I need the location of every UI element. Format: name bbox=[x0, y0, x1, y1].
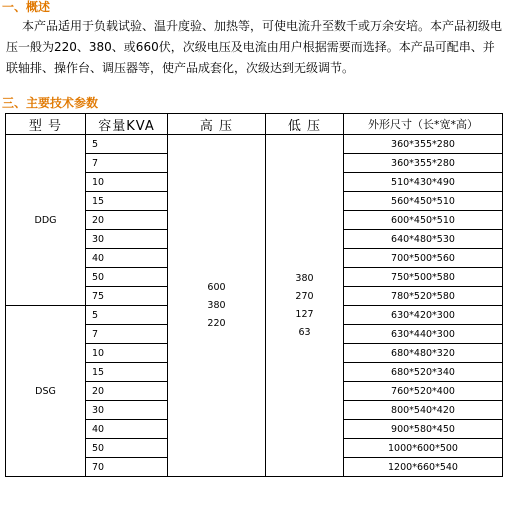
dimensions-cell: 1000*600*500 bbox=[344, 439, 503, 458]
capacity-cell: 15 bbox=[86, 192, 168, 211]
capacity-cell: 7 bbox=[86, 325, 168, 344]
capacity-cell: 20 bbox=[86, 382, 168, 401]
dimensions-cell: 600*450*510 bbox=[344, 211, 503, 230]
high-voltage-values bbox=[168, 279, 265, 333]
dimensions-cell: 780*520*580 bbox=[344, 287, 503, 306]
dimensions-cell: 630*440*300 bbox=[344, 325, 503, 344]
header-model: 型 号 bbox=[6, 114, 86, 135]
dimensions-cell: 900*580*450 bbox=[344, 420, 503, 439]
low-voltage-value: 127 bbox=[295, 308, 314, 320]
high-voltage-cell bbox=[168, 135, 266, 477]
high-voltage-value: 380 bbox=[207, 299, 226, 311]
capacity-cell: 20 bbox=[86, 211, 168, 230]
dimensions-cell: 750*500*580 bbox=[344, 268, 503, 287]
low-voltage-value: 380 bbox=[295, 272, 314, 284]
capacity-cell: 50 bbox=[86, 439, 168, 458]
dimensions-cell: 680*520*340 bbox=[344, 363, 503, 382]
capacity-cell: 30 bbox=[86, 401, 168, 420]
dimensions-cell: 680*480*320 bbox=[344, 344, 503, 363]
capacity-cell: 40 bbox=[86, 420, 168, 439]
capacity-cell: 50 bbox=[86, 268, 168, 287]
low-voltage-value: 63 bbox=[298, 326, 311, 338]
header-dimensions: 外形尺寸（长*宽*高） bbox=[344, 114, 503, 135]
section-overview-text: 本产品适用于负载试验、温升度验、加热等，可使电流升至数千或万余安培。本产品初级电压一般为220、380、或660伏，次级电压及电流由用户根据需要而选择。本产品可配串、并联轴排、操作台、调压器等，使产品成套化，次级达到无级调节。 bbox=[6, 19, 503, 75]
spec-table-header bbox=[6, 114, 503, 135]
dimensions-cell: 800*540*420 bbox=[344, 401, 503, 420]
dimensions-cell: 1200*660*540 bbox=[344, 458, 503, 477]
capacity-cell: 40 bbox=[86, 249, 168, 268]
dimensions-cell: 360*355*280 bbox=[344, 154, 503, 173]
header-low-voltage: 低 压 bbox=[266, 114, 344, 135]
capacity-cell: 30 bbox=[86, 230, 168, 249]
capacity-cell: 70 bbox=[86, 458, 168, 477]
section-specs-title: 三、主要技术参数 bbox=[2, 96, 99, 110]
dimensions-cell: 560*450*510 bbox=[344, 192, 503, 211]
section-overview-title: 一、概述 bbox=[2, 0, 51, 14]
capacity-cell: 5 bbox=[86, 135, 168, 154]
low-voltage-cell bbox=[266, 135, 344, 477]
dimensions-cell: 760*520*400 bbox=[344, 382, 503, 401]
dimensions-cell: 360*355*280 bbox=[344, 135, 503, 154]
dimensions-cell: 630*420*300 bbox=[344, 306, 503, 325]
low-voltage-values bbox=[266, 270, 343, 342]
high-voltage-value: 220 bbox=[207, 317, 226, 329]
high-voltage-value: 600 bbox=[207, 281, 226, 293]
spec-table bbox=[5, 113, 503, 477]
capacity-cell: 7 bbox=[86, 154, 168, 173]
dimensions-cell: 700*500*560 bbox=[344, 249, 503, 268]
table-row bbox=[6, 135, 503, 154]
spec-table-body bbox=[6, 114, 503, 477]
low-voltage-value: 270 bbox=[295, 290, 314, 302]
capacity-cell: 10 bbox=[86, 173, 168, 192]
dimensions-cell: 640*480*530 bbox=[344, 230, 503, 249]
section-overview-body bbox=[6, 16, 502, 79]
capacity-cell: 5 bbox=[86, 306, 168, 325]
capacity-cell: 10 bbox=[86, 344, 168, 363]
model-cell: DSG bbox=[6, 306, 86, 477]
dimensions-cell: 510*430*490 bbox=[344, 173, 503, 192]
header-capacity: 容量KVA bbox=[86, 114, 168, 135]
header-high-voltage: 高 压 bbox=[168, 114, 266, 135]
capacity-cell: 75 bbox=[86, 287, 168, 306]
capacity-cell: 15 bbox=[86, 363, 168, 382]
model-cell: DDG bbox=[6, 135, 86, 306]
